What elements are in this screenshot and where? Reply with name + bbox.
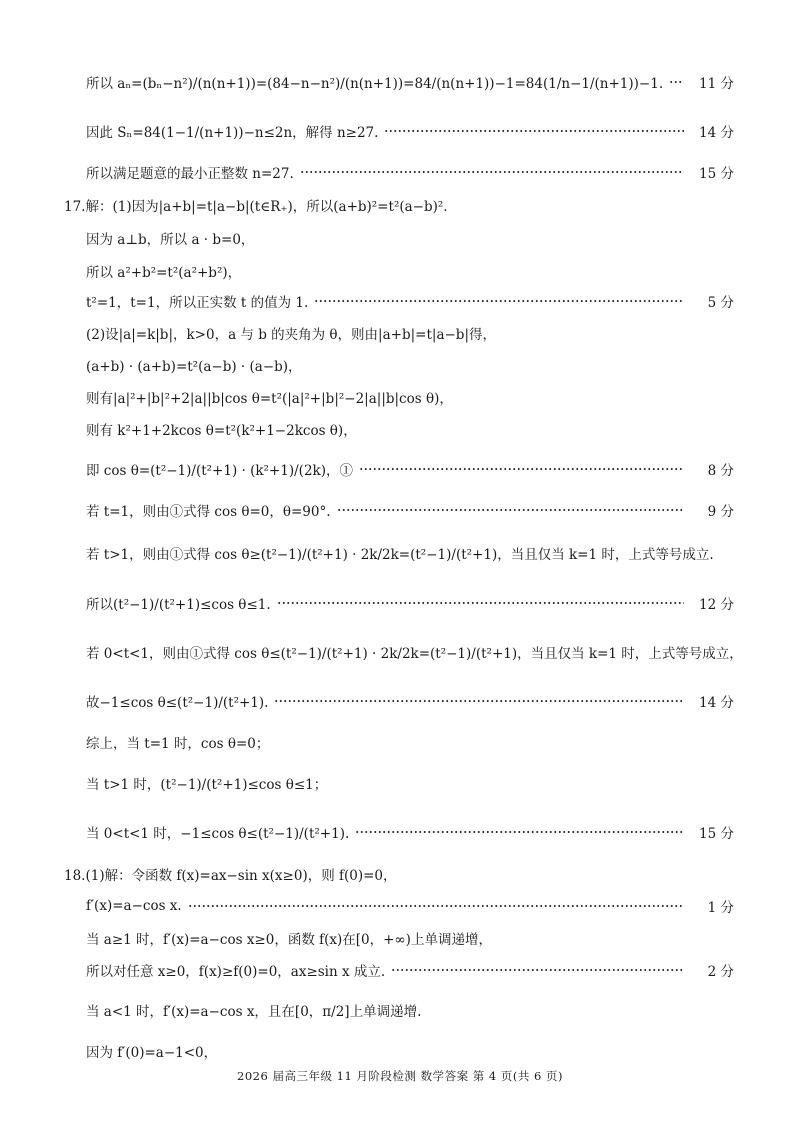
line-min-n [0, 159, 800, 185]
line-text: 18.(1)解：令函数 f(x)=ax−sin x(x≥0)，则 f(0)=0， [64, 868, 397, 884]
line-text: t²=1，t=1，所以正实数 t 的值为 1. [86, 295, 309, 311]
line-case-a-lt-1 [0, 997, 800, 1023]
score: 9 分 [707, 504, 734, 520]
line-perpendicular [0, 225, 800, 251]
line-fprime-zero [0, 1038, 800, 1064]
score: 14 分 [699, 695, 734, 711]
line-expand-norms [0, 384, 800, 410]
dot-leader [391, 969, 684, 971]
line-text: 所以(t²−1)/(t²+1)≤cos θ≤1. [86, 597, 271, 613]
line-conclusion-a-ge-1 [0, 957, 800, 983]
line-text: 当 a<1 时，f′(x)=a−cos x，且在[0，π/2]上单调递增. [86, 1004, 422, 1020]
line-range-t-lt-1 [0, 688, 800, 714]
line-text: 若 0<t<1，则由①式得 cos θ≤(t²−1)/(t²+1) · 2k/2k=(t²−1)/(t²+1)，当且仅当 k=1 时，上式等号成立， [86, 646, 743, 662]
line-text: 综上，当 t=1 时，cos θ=0； [86, 736, 270, 752]
line-text: 若 t>1，则由①式得 cos θ≥(t²−1)/(t²+1) · 2k/2k=(t²−1)/(t²+1)，当且仅当 k=1 时，上式等号成立. [86, 547, 714, 563]
line-sn-inequality [0, 118, 800, 144]
line-text: (a+b) · (a+b)=t²(a−b) · (a−b)， [86, 359, 302, 375]
line-range-t-gt-1 [0, 590, 800, 616]
dot-leader [359, 468, 684, 470]
line-an-formula [0, 69, 800, 95]
dot-leader [337, 509, 684, 511]
score: 11 分 [699, 76, 734, 92]
line-text: 因为 a⊥b，所以 a · b=0， [86, 232, 255, 248]
score: 8 分 [707, 463, 734, 479]
line-text: 所以对任意 x≥0，f(x)≥f(0)=0，ax≥sin x 成立. [86, 964, 386, 980]
line-q17-part1 [0, 192, 800, 218]
dot-leader [300, 171, 684, 173]
score: 15 分 [699, 166, 734, 182]
line-case-a-ge-1 [0, 925, 800, 951]
line-case-t-eq-1 [0, 497, 800, 523]
line-text: 17.解：(1)因为|a+b|=t|a−b|(t∈R₊)，所以(a+b)²=t²(a−b)². [64, 199, 448, 215]
line-text: 故−1≤cos θ≤(t²−1)/(t²+1). [86, 695, 269, 711]
dot-leader [314, 300, 684, 302]
score: 15 分 [699, 826, 734, 842]
dot-leader [355, 831, 684, 833]
line-text: 当 t>1 时，(t²−1)/(t²+1)≤cos θ≤1； [86, 777, 328, 793]
dot-leader [384, 130, 684, 132]
line-text: f′(x)=a−cos x. [86, 898, 182, 914]
line-text: 所以满足题意的最小正整数 n=27. [86, 166, 294, 182]
line-dot-product [0, 352, 800, 378]
score: 14 分 [699, 125, 734, 141]
line-k-equation [0, 416, 800, 442]
line-text: 当 a≥1 时，f′(x)=a−cos x≥0，函数 f(x)在[0，+∞)上单调递增， [86, 932, 492, 948]
line-text: 所以 a²+b²=t²(a²+b²)， [86, 265, 242, 281]
score: 5 分 [707, 295, 734, 311]
line-cos-formula [0, 456, 800, 482]
line-text: 因此 Sₙ=84(1−1/(n+1))−n≤2n，解得 n≥27. [86, 125, 379, 141]
line-text: 即 cos θ=(t²−1)/(t²+1) · (k²+1)/(2k)，① [86, 463, 353, 479]
line-squares-equal [0, 258, 800, 284]
line-text: 则有 k²+1+2kcos θ=t²(k²+1−2kcos θ)， [86, 423, 357, 439]
dot-leader [188, 905, 684, 907]
line-text: 当 0<t<1 时，−1≤cos θ≤(t²−1)/(t²+1). [86, 826, 350, 842]
line-text: 若 t=1，则由①式得 cos θ=0，θ=90°. [86, 504, 331, 520]
line-derivative [0, 893, 800, 919]
line-text: (2)设|a|=k|b|，k>0，a 与 b 的夹角为 θ，则由|a+b|=t|a−b|得， [86, 327, 496, 343]
line-case-t-lt-1 [0, 639, 800, 665]
line-text: 则有|a|²+|b|²+2|a||b|cos θ=t²(|a|²+|b|²−2|a||b|cos θ)， [86, 391, 453, 407]
dot-leader [669, 81, 684, 83]
line-summary-t-gt-1 [0, 770, 800, 796]
dot-leader [274, 700, 684, 702]
score: 12 分 [699, 597, 734, 613]
line-text: 因为 f′(0)=a−1<0， [86, 1045, 218, 1061]
line-text: 所以 aₙ=(bₙ−n²)/(n(n+1))=(84−n−n²)/(n(n+1))=84/(n(n+1))−1=84(1/n−1/(n+1))−1. [86, 76, 664, 92]
score: 1 分 [707, 900, 734, 916]
line-q18-intro [0, 861, 800, 887]
line-summary-t-eq-1 [0, 729, 800, 755]
page-footer: 2026 届高三年级 11 月阶段检测 数学答案 第 4 页(共 6 页) [237, 1069, 563, 1083]
line-summary-t-lt-1 [0, 819, 800, 845]
line-q17-part2 [0, 320, 800, 346]
line-t-value [0, 288, 800, 314]
dot-leader [277, 602, 684, 604]
score: 2 分 [707, 964, 734, 980]
line-case-t-gt-1 [0, 540, 800, 566]
